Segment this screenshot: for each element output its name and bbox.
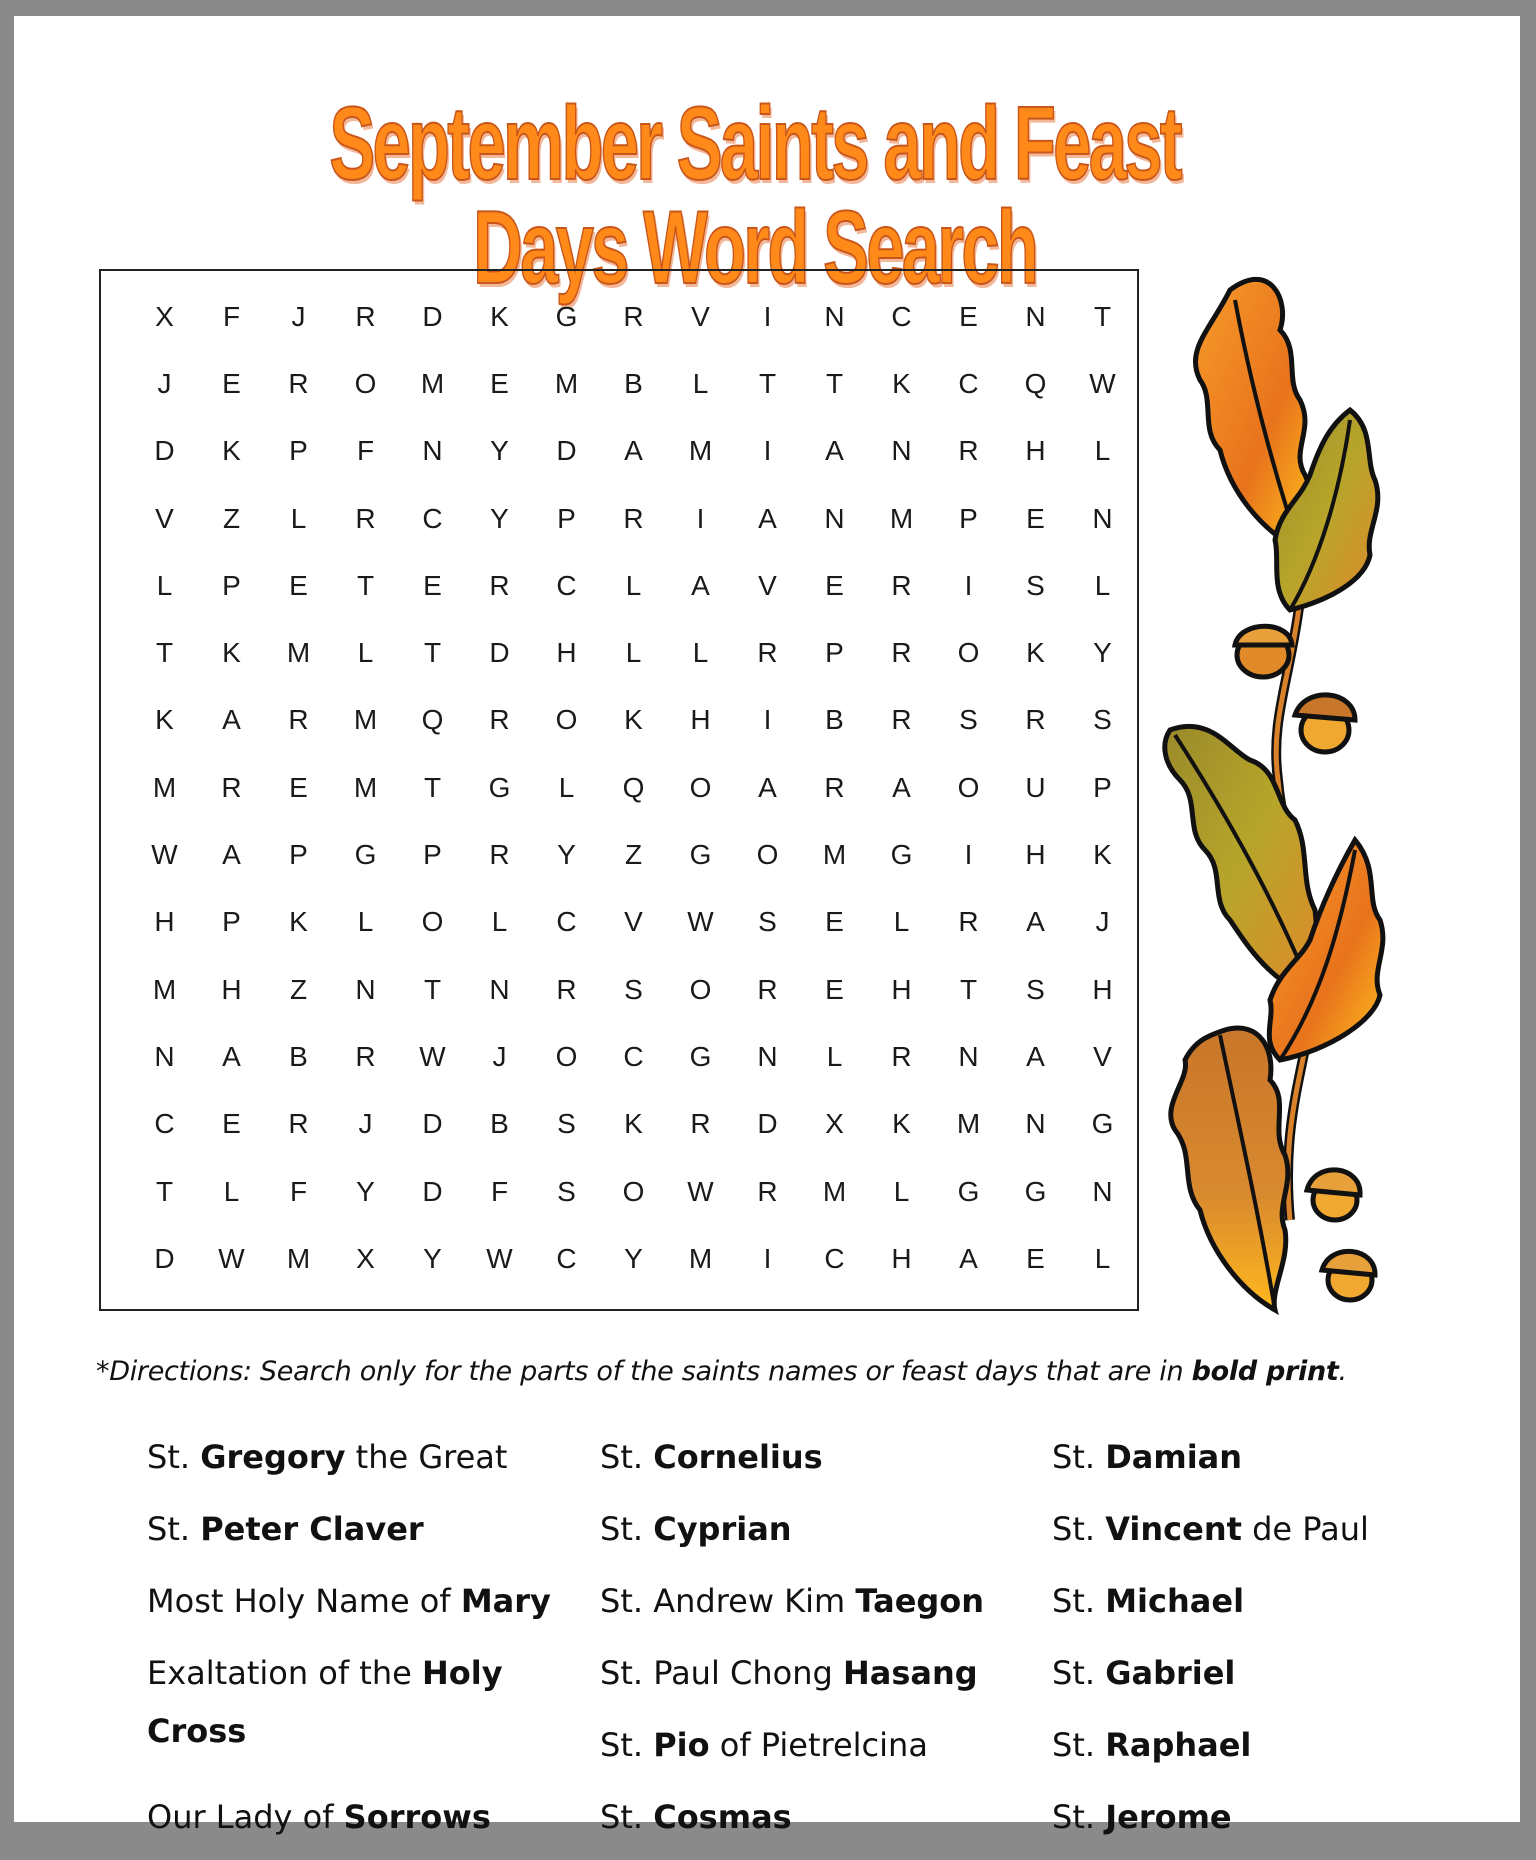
grid-letter: P (959, 502, 978, 534)
word-search-grid-frame (99, 269, 1139, 1311)
grid-letter: K (222, 435, 241, 467)
grid-letter: D (489, 637, 510, 669)
word-prefix: St. (1052, 1582, 1106, 1620)
grid-letter: R (891, 704, 912, 736)
grid-letter: F (490, 1175, 509, 1207)
grid-letter: A (959, 1242, 978, 1274)
grid-letter: J (1095, 906, 1110, 938)
grid-letter: E (289, 569, 308, 601)
word-prefix: St. (600, 1798, 654, 1836)
grid-letter: A (892, 771, 911, 803)
grid-letter: R (489, 569, 510, 601)
grid-letter: E (825, 569, 844, 601)
grid-letter: E (289, 771, 308, 803)
grid-letter: V (624, 906, 643, 938)
grid-letter: O (622, 1175, 645, 1207)
grid-letter: B (825, 704, 844, 736)
grid-letter: W (486, 1242, 513, 1274)
grid-letter: K (624, 704, 643, 736)
search-word: Michael (1105, 1582, 1245, 1620)
grid-letter: H (1025, 839, 1046, 871)
grid-letter: R (288, 704, 309, 736)
grid-letter: W (218, 1242, 245, 1274)
search-word: Cosmas (653, 1798, 792, 1836)
grid-letter: S (959, 704, 978, 736)
grid-letter: E (825, 973, 844, 1005)
grid-letter: L (826, 1040, 843, 1072)
grid-letter: O (354, 367, 377, 399)
grid-letter: Y (1093, 637, 1112, 669)
word-list-item (600, 1716, 984, 1788)
grid-letter: T (155, 637, 174, 669)
grid-letter: S (557, 1108, 576, 1140)
grid-letter: W (419, 1040, 446, 1072)
grid-letter: R (355, 300, 376, 332)
grid-letter: S (1093, 704, 1112, 736)
search-word: Pio (653, 1726, 710, 1764)
grid-letter: H (891, 1242, 912, 1274)
grid-letter: I (964, 569, 973, 601)
search-word: Vincent (1105, 1510, 1242, 1548)
word-list-column-2 (600, 1428, 984, 1860)
grid-letter: L (558, 771, 575, 803)
grid-letter: G (689, 839, 712, 871)
word-list-item (600, 1788, 984, 1860)
grid-letter: L (290, 502, 307, 534)
grid-letter: C (556, 569, 577, 601)
grid-letter: K (222, 637, 241, 669)
grid-letter: E (222, 367, 241, 399)
grid-letter: X (825, 1108, 844, 1140)
grid-letter: Y (356, 1175, 375, 1207)
grid-letter: E (1026, 502, 1045, 534)
grid-letter: D (154, 435, 175, 467)
grid-letter: Q (421, 704, 444, 736)
word-prefix: St. (147, 1438, 201, 1476)
grid-letter: Z (624, 839, 643, 871)
grid-letter: A (758, 502, 777, 534)
word-suffix: of Pietrelcina (709, 1726, 928, 1764)
word-list-item (600, 1572, 984, 1644)
grid-letter: S (557, 1175, 576, 1207)
grid-letter: W (687, 1175, 714, 1207)
grid-letter: A (1026, 906, 1045, 938)
grid-letter: Y (490, 502, 509, 534)
grid-letter: T (959, 973, 978, 1005)
grid-letter: P (557, 502, 576, 534)
grid-letter: T (155, 1175, 174, 1207)
grid-letter: R (891, 1040, 912, 1072)
word-suffix: the Great (345, 1438, 508, 1476)
grid-letter: M (822, 839, 847, 871)
grid-letter: N (891, 435, 912, 467)
grid-letter: V (155, 502, 174, 534)
word-list-column-1 (147, 1428, 567, 1860)
grid-letter: H (221, 973, 242, 1005)
search-word: Raphael (1105, 1726, 1252, 1764)
word-prefix: St. (147, 1510, 201, 1548)
grid-letter: Q (622, 771, 645, 803)
grid-letter: Y (557, 839, 576, 871)
grid-letter: I (696, 502, 705, 534)
grid-letter: V (691, 300, 710, 332)
grid-letter: I (763, 704, 772, 736)
grid-letter: R (556, 973, 577, 1005)
grid-letter: R (757, 973, 778, 1005)
grid-letter: M (688, 435, 713, 467)
grid-letter: Z (289, 973, 308, 1005)
grid-letter: A (624, 435, 643, 467)
grid-letter: L (1094, 435, 1111, 467)
directions-suffix: . (1338, 1356, 1347, 1387)
word-list-item (1052, 1500, 1369, 1572)
grid-letter: R (355, 1040, 376, 1072)
grid-letter: O (689, 973, 712, 1005)
grid-letter: M (286, 1242, 311, 1274)
grid-letter: D (422, 1175, 443, 1207)
grid-letter: R (623, 300, 644, 332)
grid-letter: G (488, 771, 511, 803)
grid-letter: N (1092, 502, 1113, 534)
grid-letter: O (957, 771, 980, 803)
word-prefix: Exaltation of the (147, 1654, 422, 1692)
grid-letter: L (1094, 1242, 1111, 1274)
grid-letter: D (757, 1108, 778, 1140)
grid-letter: V (1093, 1040, 1112, 1072)
search-word: Gabriel (1105, 1654, 1236, 1692)
grid-letter: L (357, 906, 374, 938)
grid-letter: C (824, 1242, 845, 1274)
grid-letter: C (958, 367, 979, 399)
grid-letter: O (555, 704, 578, 736)
grid-letter: K (490, 300, 509, 332)
grid-letter: R (891, 637, 912, 669)
grid-letter: A (222, 1040, 241, 1072)
search-word: Hasang (842, 1654, 978, 1692)
grid-letter: F (289, 1175, 308, 1207)
grid-letter: L (692, 367, 709, 399)
word-list-item (1052, 1788, 1369, 1860)
grid-letter: J (291, 300, 306, 332)
search-word: Damian (1105, 1438, 1243, 1476)
grid-letter: X (155, 300, 174, 332)
word-prefix: St. Paul Chong (600, 1654, 843, 1692)
grid-letter: S (758, 906, 777, 938)
grid-letter: T (423, 637, 442, 669)
grid-letter: L (893, 906, 910, 938)
grid-letter: L (692, 637, 709, 669)
word-prefix: St. (1052, 1798, 1106, 1836)
grid-letter: A (222, 704, 241, 736)
grid-letter: G (689, 1040, 712, 1072)
grid-letter: S (624, 973, 643, 1005)
search-word: Gregory (200, 1438, 346, 1476)
word-suffix: de Paul (1241, 1510, 1369, 1548)
word-list-item (147, 1572, 567, 1644)
grid-letter: M (420, 367, 445, 399)
grid-letter: O (421, 906, 444, 938)
grid-letter: H (556, 637, 577, 669)
grid-letter: T (758, 367, 777, 399)
word-list-item (1052, 1716, 1369, 1788)
grid-letter: L (156, 569, 173, 601)
grid-letter: M (688, 1242, 713, 1274)
grid-letter: A (222, 839, 241, 871)
grid-letter: T (1093, 300, 1112, 332)
grid-letter: T (825, 367, 844, 399)
grid-letter: K (1026, 637, 1045, 669)
grid-letter: X (356, 1242, 375, 1274)
search-word: Holy Cross (147, 1654, 503, 1750)
grid-letter: A (691, 569, 710, 601)
grid-letter: E (222, 1108, 241, 1140)
word-prefix: St. (1052, 1438, 1106, 1476)
grid-letter: H (891, 973, 912, 1005)
grid-letter: Y (423, 1242, 442, 1274)
grid-letter: B (490, 1108, 509, 1140)
grid-letter: M (956, 1108, 981, 1140)
grid-letter: N (1025, 1108, 1046, 1140)
grid-letter: L (223, 1175, 240, 1207)
word-list-item (147, 1644, 567, 1788)
grid-letter: M (822, 1175, 847, 1207)
grid-letter: O (555, 1040, 578, 1072)
grid-letter: L (893, 1175, 910, 1207)
word-prefix: St. (600, 1726, 654, 1764)
grid-letter: K (892, 367, 911, 399)
grid-letter: G (555, 300, 578, 332)
grid-letter: R (690, 1108, 711, 1140)
search-word: Jerome (1105, 1798, 1232, 1836)
grid-letter: K (1093, 839, 1112, 871)
grid-letter: D (154, 1242, 175, 1274)
grid-letter: P (423, 839, 442, 871)
grid-letter: V (758, 569, 777, 601)
search-word: Taegon (855, 1582, 985, 1620)
grid-letter: Y (490, 435, 509, 467)
grid-letter: N (154, 1040, 175, 1072)
grid-letter: R (489, 704, 510, 736)
grid-letter: K (155, 704, 174, 736)
grid-letter: J (157, 367, 172, 399)
word-list-item (147, 1428, 567, 1500)
grid-letter: I (763, 300, 772, 332)
word-prefix: St. (1052, 1510, 1106, 1548)
grid-letter: N (824, 502, 845, 534)
grid-letter: F (222, 300, 241, 332)
grid-letter: H (154, 906, 175, 938)
grid-letter: R (221, 771, 242, 803)
search-word: Sorrows (343, 1798, 491, 1836)
grid-letter: R (757, 637, 778, 669)
word-prefix: St. (600, 1438, 654, 1476)
grid-letter: H (690, 704, 711, 736)
grid-letter: E (825, 906, 844, 938)
grid-letter: R (355, 502, 376, 534)
grid-letter: G (957, 1175, 980, 1207)
grid-letter: R (1025, 704, 1046, 736)
grid-letter: E (490, 367, 509, 399)
search-word: Cornelius (653, 1438, 823, 1476)
grid-letter: D (556, 435, 577, 467)
grid-letter: O (756, 839, 779, 871)
grid-letter: N (958, 1040, 979, 1072)
grid-letter: G (1091, 1108, 1114, 1140)
grid-letter: I (964, 839, 973, 871)
grid-letter: R (824, 771, 845, 803)
grid-letter: E (1026, 1242, 1045, 1274)
grid-letter: L (1094, 569, 1111, 601)
grid-letter: G (1024, 1175, 1047, 1207)
grid-letter: S (1026, 973, 1045, 1005)
grid-letter: R (891, 569, 912, 601)
grid-letter: M (152, 973, 177, 1005)
grid-letter: N (824, 300, 845, 332)
search-word: Cyprian (653, 1510, 792, 1548)
search-word: Mary (460, 1582, 551, 1620)
grid-letter: U (1025, 771, 1046, 803)
grid-letter: Q (1024, 367, 1047, 399)
grid-letter: P (825, 637, 844, 669)
grid-letter: A (1026, 1040, 1045, 1072)
grid-letter: H (1025, 435, 1046, 467)
grid-letter: S (1026, 569, 1045, 601)
search-word: Peter Claver (200, 1510, 424, 1548)
directions-prefix: *Directions: Search only for the parts of the saints names or feast days that are in (96, 1356, 1192, 1387)
grid-letter: O (957, 637, 980, 669)
word-prefix: St. (600, 1510, 654, 1548)
grid-letter: N (489, 973, 510, 1005)
grid-letter: F (356, 435, 375, 467)
grid-letter: W (1089, 367, 1116, 399)
word-prefix: Our Lady of (147, 1798, 344, 1836)
grid-letter: L (625, 637, 642, 669)
grid-letter: T (423, 973, 442, 1005)
grid-letter: K (624, 1108, 643, 1140)
word-list-item (600, 1500, 984, 1572)
grid-letter: E (423, 569, 442, 601)
grid-letter: H (1092, 973, 1113, 1005)
word-prefix: Most Holy Name of (147, 1582, 461, 1620)
grid-letter: N (422, 435, 443, 467)
oak-leaves-illustration (1150, 260, 1390, 1330)
grid-letter: M (353, 771, 378, 803)
grid-letter: N (1092, 1175, 1113, 1207)
grid-letter: O (689, 771, 712, 803)
grid-letter: C (556, 906, 577, 938)
word-list-item (147, 1500, 567, 1572)
word-list-column-3 (1052, 1428, 1369, 1860)
grid-letter: J (358, 1108, 373, 1140)
grid-letter: N (355, 973, 376, 1005)
word-list-item (147, 1788, 567, 1860)
grid-letter: E (959, 300, 978, 332)
grid-letter: T (356, 569, 375, 601)
grid-letter: Y (624, 1242, 643, 1274)
grid-letter: W (151, 839, 178, 871)
grid-letter: C (891, 300, 912, 332)
grid-letter: A (825, 435, 844, 467)
grid-letter: N (1025, 300, 1046, 332)
grid-letter: M (286, 637, 311, 669)
grid-letter: K (289, 906, 308, 938)
grid-letter: P (289, 839, 308, 871)
word-list-item (600, 1428, 984, 1500)
word-prefix: St. (1052, 1726, 1106, 1764)
word-list-item (1052, 1572, 1369, 1644)
grid-letter: C (422, 502, 443, 534)
grid-letter: D (422, 300, 443, 332)
grid-letter: R (958, 906, 979, 938)
grid-letter: C (556, 1242, 577, 1274)
word-list-item (600, 1644, 984, 1716)
grid-letter: G (890, 839, 913, 871)
grid-letter: J (492, 1040, 507, 1072)
grid-letter: I (763, 435, 772, 467)
grid-letter: P (222, 569, 241, 601)
grid-letter: K (892, 1108, 911, 1140)
word-search-grid (131, 283, 1136, 1292)
grid-letter: P (289, 435, 308, 467)
grid-letter: P (222, 906, 241, 938)
grid-letter: N (757, 1040, 778, 1072)
grid-letter: R (489, 839, 510, 871)
word-list-item (1052, 1428, 1369, 1500)
grid-letter: R (288, 1108, 309, 1140)
grid-letter: Z (222, 502, 241, 534)
grid-letter: W (687, 906, 714, 938)
grid-letter: D (422, 1108, 443, 1140)
grid-letter: M (889, 502, 914, 534)
grid-letter: M (353, 704, 378, 736)
directions-bold: bold print (1191, 1356, 1339, 1387)
grid-letter: C (154, 1108, 175, 1140)
grid-letter: M (554, 367, 579, 399)
grid-letter: I (763, 1242, 772, 1274)
word-prefix: St. (1052, 1654, 1106, 1692)
grid-letter: L (491, 906, 508, 938)
grid-letter: R (288, 367, 309, 399)
word-prefix: St. Andrew Kim (600, 1582, 856, 1620)
grid-letter: P (1093, 771, 1112, 803)
grid-letter: B (289, 1040, 308, 1072)
grid-letter: T (423, 771, 442, 803)
page-title: September Saints and Feast Days Word Search (329, 86, 1181, 306)
grid-letter: G (354, 839, 377, 871)
grid-letter: B (624, 367, 643, 399)
grid-letter: R (958, 435, 979, 467)
word-list-item (1052, 1644, 1369, 1716)
grid-letter: C (623, 1040, 644, 1072)
grid-letter: M (152, 771, 177, 803)
grid-letter: L (357, 637, 374, 669)
grid-letter: R (757, 1175, 778, 1207)
grid-letter: L (625, 569, 642, 601)
directions-text (96, 1356, 1347, 1387)
grid-letter: A (758, 771, 777, 803)
grid-letter: R (623, 502, 644, 534)
